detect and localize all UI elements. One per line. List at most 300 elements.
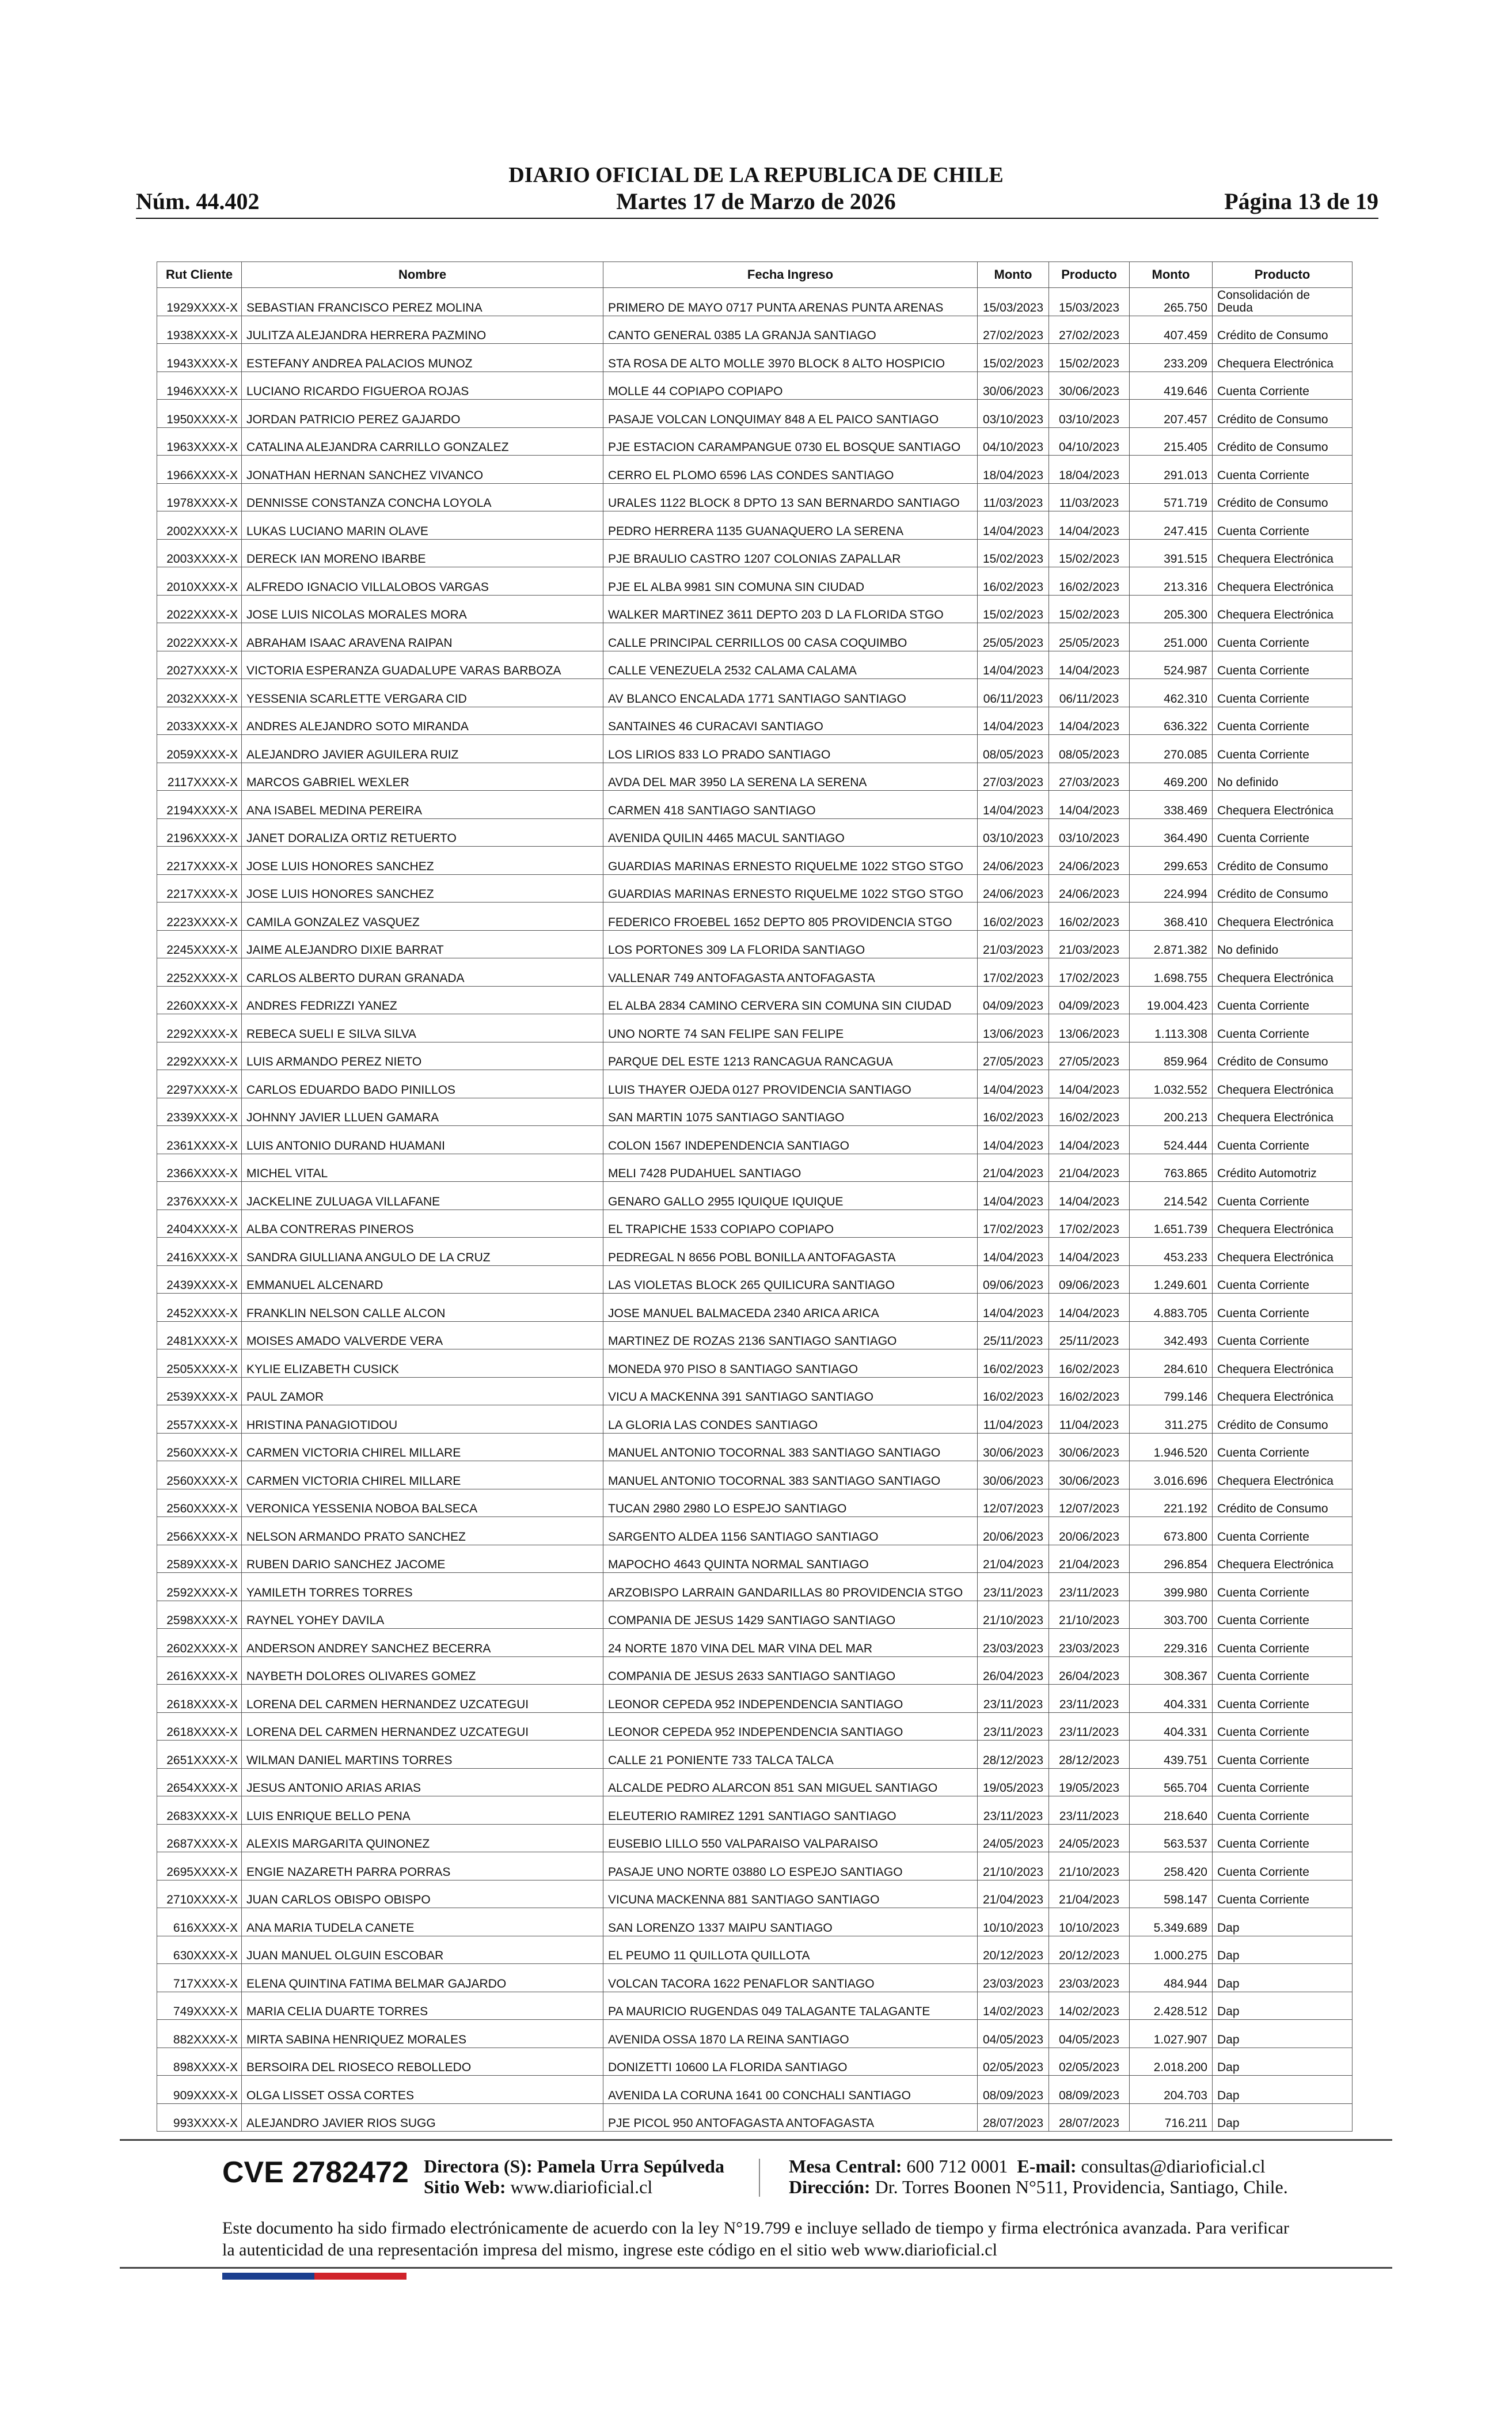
table-row	[157, 371, 1353, 400]
fecha-cell: 25/11/2023	[978, 1321, 1049, 1349]
nombre-cell: LUIS ANTONIO DURAND HUAMANI	[242, 1126, 603, 1154]
rut-cell: 993XXXX-X	[157, 2103, 242, 2132]
direccion-cell: LAS VIOLETAS BLOCK 265 QUILICURA SANTIAGO	[603, 1265, 978, 1294]
table-row	[157, 2076, 1353, 2104]
website-link[interactable]: www.diarioficial.cl	[510, 2177, 653, 2197]
nombre-cell: ANA ISABEL MEDINA PEREIRA	[242, 791, 603, 819]
nombre-cell: ANA MARIA TUDELA CANETE	[242, 1908, 603, 1936]
table-row	[157, 456, 1353, 484]
producto-cell: Crédito de Consumo	[1213, 400, 1353, 428]
nombre-cell: ESTEFANY ANDREA PALACIOS MUNOZ	[242, 344, 603, 372]
monto-cell: 1.946.520	[1130, 1433, 1213, 1461]
direccion-cell: LUIS THAYER OJEDA 0127 PROVIDENCIA SANTIAGO	[603, 1070, 978, 1098]
producto-cell: Cuenta Corriente	[1213, 1265, 1353, 1294]
fecha2-cell: 21/04/2023	[1049, 1880, 1130, 1908]
direccion-cell: STA ROSA DE ALTO MOLLE 3970 BLOCK 8 ALTO HOSPICIO	[603, 344, 978, 372]
fecha2-cell: 14/04/2023	[1049, 651, 1130, 679]
fecha-cell: 20/06/2023	[978, 1517, 1049, 1545]
fecha-cell: 14/04/2023	[978, 1294, 1049, 1322]
nombre-cell: FRANKLIN NELSON CALLE ALCON	[242, 1294, 603, 1322]
website-label: Sitio Web:	[424, 2177, 506, 2197]
rut-cell: 2196XXXX-X	[157, 818, 242, 847]
nombre-cell: LUIS ENRIQUE BELLO PENA	[242, 1796, 603, 1825]
direccion-cell: EL TRAPICHE 1533 COPIAPO COPIAPO	[603, 1210, 978, 1238]
direccion-cell: MANUEL ANTONIO TOCORNAL 383 SANTIAGO SANTIAGO	[603, 1461, 978, 1489]
fecha-cell: 14/04/2023	[978, 1238, 1049, 1266]
producto-cell: Chequera Electrónica	[1213, 1377, 1353, 1405]
table-row	[157, 1377, 1353, 1405]
rut-cell: 2297XXXX-X	[157, 1070, 242, 1098]
rut-cell: 2439XXXX-X	[157, 1265, 242, 1294]
producto-cell: Chequera Electrónica	[1213, 1545, 1353, 1573]
fecha2-cell: 23/03/2023	[1049, 1629, 1130, 1657]
direccion-cell: SANTAINES 46 CURACAVI SANTIAGO	[603, 707, 978, 735]
direccion-cell: GUARDIAS MARINAS ERNESTO RIQUELME 1022 STGO STGO	[603, 847, 978, 875]
direccion-cell: FEDERICO FROEBEL 1652 DEPTO 805 PROVIDENCIA STGO	[603, 903, 978, 931]
rut-cell: 2695XXXX-X	[157, 1852, 242, 1880]
nombre-cell: YAMILETH TORRES TORRES	[242, 1573, 603, 1601]
fecha2-cell: 14/04/2023	[1049, 707, 1130, 735]
rut-cell: 882XXXX-X	[157, 2020, 242, 2048]
fecha2-cell: 04/09/2023	[1049, 986, 1130, 1014]
fecha-cell: 30/06/2023	[978, 1461, 1049, 1489]
producto-cell: Consolidación de Deuda	[1213, 288, 1353, 316]
table-row	[157, 1545, 1353, 1573]
direccion-cell: ARZOBISPO LARRAIN GANDARILLAS 80 PROVIDENCIA STGO	[603, 1573, 978, 1601]
fecha-cell: 15/02/2023	[978, 595, 1049, 623]
table-row	[157, 679, 1353, 707]
fecha2-cell: 13/06/2023	[1049, 1014, 1130, 1042]
rut-cell: 616XXXX-X	[157, 1908, 242, 1936]
nombre-cell: JOSE LUIS HONORES SANCHEZ	[242, 874, 603, 903]
fecha2-cell: 16/02/2023	[1049, 1098, 1130, 1126]
rut-cell: 2592XXXX-X	[157, 1573, 242, 1601]
monto-cell: 1.000.275	[1130, 1936, 1213, 1964]
fecha-cell: 14/04/2023	[978, 1182, 1049, 1210]
monto-cell: 224.994	[1130, 874, 1213, 903]
contact-block	[789, 2156, 1288, 2197]
direccion-cell: PARQUE DEL ESTE 1213 RANCAGUA RANCAGUA	[603, 1042, 978, 1070]
footer-separator	[759, 2159, 760, 2197]
nombre-cell: JANET DORALIZA ORTIZ RETUERTO	[242, 818, 603, 847]
nombre-cell: VERONICA YESSENIA NOBOA BALSECA	[242, 1489, 603, 1517]
rut-cell: 2602XXXX-X	[157, 1629, 242, 1657]
monto-cell: 364.490	[1130, 818, 1213, 847]
fecha-cell: 27/03/2023	[978, 763, 1049, 791]
table-row	[157, 1014, 1353, 1042]
nombre-cell: ENGIE NAZARETH PARRA PORRAS	[242, 1852, 603, 1880]
col-header-monto-2: Monto	[1130, 262, 1213, 288]
fecha2-cell: 26/04/2023	[1049, 1656, 1130, 1685]
direccion-cell: CERRO EL PLOMO 6596 LAS CONDES SANTIAGO	[603, 456, 978, 484]
direccion-cell: URALES 1122 BLOCK 8 DPTO 13 SAN BERNARDO SANTIAGO	[603, 483, 978, 511]
table-row	[157, 651, 1353, 679]
fecha2-cell: 14/04/2023	[1049, 1126, 1130, 1154]
fecha-cell: 27/05/2023	[978, 1042, 1049, 1070]
fecha-cell: 21/10/2023	[978, 1852, 1049, 1880]
table-row	[157, 316, 1353, 344]
fecha2-cell: 21/03/2023	[1049, 930, 1130, 958]
table-row	[157, 1964, 1353, 1992]
producto-cell: Chequera Electrónica	[1213, 1238, 1353, 1266]
rut-cell: 2032XXXX-X	[157, 679, 242, 707]
fecha2-cell: 15/02/2023	[1049, 595, 1130, 623]
rut-cell: 2566XXXX-X	[157, 1517, 242, 1545]
fecha2-cell: 28/12/2023	[1049, 1741, 1130, 1769]
table-row	[157, 735, 1353, 763]
fecha-cell: 08/09/2023	[978, 2076, 1049, 2104]
fecha2-cell: 12/07/2023	[1049, 1489, 1130, 1517]
table-row	[157, 958, 1353, 987]
fecha2-cell: 21/04/2023	[1049, 1154, 1130, 1182]
fecha-cell: 11/03/2023	[978, 483, 1049, 511]
fecha2-cell: 14/04/2023	[1049, 1182, 1130, 1210]
fecha-cell: 26/04/2023	[978, 1656, 1049, 1685]
table-row	[157, 930, 1353, 958]
fecha2-cell: 27/02/2023	[1049, 316, 1130, 344]
producto-cell: Cuenta Corriente	[1213, 1573, 1353, 1601]
producto-cell: Chequera Electrónica	[1213, 539, 1353, 567]
nombre-cell: RUBEN DARIO SANCHEZ JACOME	[242, 1545, 603, 1573]
direccion-cell: ELEUTERIO RAMIREZ 1291 SANTIAGO SANTIAGO	[603, 1796, 978, 1825]
table-row	[157, 874, 1353, 903]
rut-cell: 2539XXXX-X	[157, 1377, 242, 1405]
rut-cell: 2033XXXX-X	[157, 707, 242, 735]
table-row	[157, 1461, 1353, 1489]
producto-cell: Cuenta Corriente	[1213, 1824, 1353, 1852]
rut-cell: 2010XXXX-X	[157, 567, 242, 596]
producto-cell: Cuenta Corriente	[1213, 1517, 1353, 1545]
fecha-cell: 28/07/2023	[978, 2103, 1049, 2132]
mesa-phone: 600 712 0001	[906, 2156, 1008, 2177]
producto-cell: Cuenta Corriente	[1213, 1433, 1353, 1461]
header-rule	[136, 218, 1378, 219]
direccion-cell: AVENIDA OSSA 1870 LA REINA SANTIAGO	[603, 2020, 978, 2048]
col-header-fecha-ingreso: Fecha Ingreso	[603, 262, 978, 288]
monto-cell: 462.310	[1130, 679, 1213, 707]
table-row	[157, 1573, 1353, 1601]
monto-cell: 399.980	[1130, 1573, 1213, 1601]
direccion-cell: MOLLE 44 COPIAPO COPIAPO	[603, 371, 978, 400]
nombre-cell: ANDERSON ANDREY SANCHEZ BECERRA	[242, 1629, 603, 1657]
nombre-cell: LUKAS LUCIANO MARIN OLAVE	[242, 511, 603, 540]
fecha2-cell: 04/05/2023	[1049, 2020, 1130, 2048]
producto-cell: Cuenta Corriente	[1213, 1852, 1353, 1880]
direccion-cell: PASAJE UNO NORTE 03880 LO ESPEJO SANTIAGO	[603, 1852, 978, 1880]
rut-cell: 2589XXXX-X	[157, 1545, 242, 1573]
rut-cell: 1950XXXX-X	[157, 400, 242, 428]
table-row	[157, 791, 1353, 819]
table-row	[157, 511, 1353, 540]
direccion-cell: GUARDIAS MARINAS ERNESTO RIQUELME 1022 STGO STGO	[603, 874, 978, 903]
rut-cell: 2022XXXX-X	[157, 595, 242, 623]
direccion-cell: LEONOR CEPEDA 952 INDEPENDENCIA SANTIAGO	[603, 1685, 978, 1713]
table-row	[157, 1796, 1353, 1825]
producto-cell: Dap	[1213, 1936, 1353, 1964]
monto-cell: 799.146	[1130, 1377, 1213, 1405]
fecha-cell: 16/02/2023	[978, 1377, 1049, 1405]
producto-cell: Chequera Electrónica	[1213, 1349, 1353, 1378]
nombre-cell: MIRTA SABINA HENRIQUEZ MORALES	[242, 2020, 603, 2048]
monto-cell: 214.542	[1130, 1182, 1213, 1210]
monto-cell: 270.085	[1130, 735, 1213, 763]
table-row	[157, 1042, 1353, 1070]
table-row	[157, 1601, 1353, 1629]
direccion-cell: LEONOR CEPEDA 952 INDEPENDENCIA SANTIAGO	[603, 1712, 978, 1741]
direccion-cell: MANUEL ANTONIO TOCORNAL 383 SANTIAGO SANTIAGO	[603, 1433, 978, 1461]
monto-cell: 233.209	[1130, 344, 1213, 372]
direccion-cell: VICU A MACKENNA 391 SANTIAGO SANTIAGO	[603, 1377, 978, 1405]
direccion-cell: COMPANIA DE JESUS 2633 SANTIAGO SANTIAGO	[603, 1656, 978, 1685]
producto-cell: Cuenta Corriente	[1213, 735, 1353, 763]
producto-cell: Cuenta Corriente	[1213, 1321, 1353, 1349]
nombre-cell: ALEJANDRO JAVIER AGUILERA RUIZ	[242, 735, 603, 763]
rut-cell: 2217XXXX-X	[157, 874, 242, 903]
fecha2-cell: 23/11/2023	[1049, 1712, 1130, 1741]
fecha2-cell: 27/05/2023	[1049, 1042, 1130, 1070]
monto-cell: 439.751	[1130, 1741, 1213, 1769]
direccion-cell: PEDRO HERRERA 1135 GUANAQUERO LA SERENA	[603, 511, 978, 540]
rut-cell: 2003XXXX-X	[157, 539, 242, 567]
fecha-cell: 09/06/2023	[978, 1265, 1049, 1294]
direccion-cell: MONEDA 970 PISO 8 SANTIAGO SANTIAGO	[603, 1349, 978, 1378]
table-row	[157, 1908, 1353, 1936]
direccion-cell: SAN MARTIN 1075 SANTIAGO SANTIAGO	[603, 1098, 978, 1126]
nombre-cell: CARMEN VICTORIA CHIREL MILLARE	[242, 1461, 603, 1489]
fecha2-cell: 16/02/2023	[1049, 1377, 1130, 1405]
nombre-cell: OLGA LISSET OSSA CORTES	[242, 2076, 603, 2104]
fecha2-cell: 23/11/2023	[1049, 1796, 1130, 1825]
producto-cell: Crédito de Consumo	[1213, 427, 1353, 456]
fecha2-cell: 18/04/2023	[1049, 456, 1130, 484]
direccion-cell: VOLCAN TACORA 1622 PENAFLOR SANTIAGO	[603, 1964, 978, 1992]
producto-cell: Cuenta Corriente	[1213, 1656, 1353, 1685]
nombre-cell: SANDRA GIULLIANA ANGULO DE LA CRUZ	[242, 1238, 603, 1266]
nombre-cell: YESSENIA SCARLETTE VERGARA CID	[242, 679, 603, 707]
nombre-cell: CAMILA GONZALEZ VASQUEZ	[242, 903, 603, 931]
page-indicator: Página 13 de 19	[1224, 188, 1378, 214]
col-header-producto: Producto	[1049, 262, 1130, 288]
direccion-cell: LOS LIRIOS 833 LO PRADO SANTIAGO	[603, 735, 978, 763]
direccion-cell: AVENIDA QUILIN 4465 MACUL SANTIAGO	[603, 818, 978, 847]
monto-cell: 571.719	[1130, 483, 1213, 511]
producto-cell: Dap	[1213, 1964, 1353, 1992]
rut-cell: 909XXXX-X	[157, 2076, 242, 2104]
monto-cell: 311.275	[1130, 1405, 1213, 1434]
fecha2-cell: 16/02/2023	[1049, 903, 1130, 931]
producto-cell: Cuenta Corriente	[1213, 1685, 1353, 1713]
nombre-cell: MARIA CELIA DUARTE TORRES	[242, 1992, 603, 2020]
producto-cell: Cuenta Corriente	[1213, 986, 1353, 1014]
table-row	[157, 1685, 1353, 1713]
nombre-cell: ANDRES ALEJANDRO SOTO MIRANDA	[242, 707, 603, 735]
table-row	[157, 1768, 1353, 1796]
monto-cell: 265.750	[1130, 288, 1213, 316]
fecha-cell: 14/04/2023	[978, 511, 1049, 540]
nombre-cell: RAYNEL YOHEY DAVILA	[242, 1601, 603, 1629]
rut-cell: 2002XXXX-X	[157, 511, 242, 540]
producto-cell: Chequera Electrónica	[1213, 567, 1353, 596]
col-header-nombre: Nombre	[242, 262, 603, 288]
table-row	[157, 595, 1353, 623]
direccion-cell: PJE PICOL 950 ANTOFAGASTA ANTOFAGASTA	[603, 2103, 978, 2132]
monto-cell: 407.459	[1130, 316, 1213, 344]
nombre-cell: DENNISSE CONSTANZA CONCHA LOYOLA	[242, 483, 603, 511]
fecha-cell: 17/02/2023	[978, 958, 1049, 987]
fecha-cell: 11/04/2023	[978, 1405, 1049, 1434]
fecha-cell: 23/11/2023	[978, 1712, 1049, 1741]
table-row	[157, 1433, 1353, 1461]
footer-rule-top	[120, 2139, 1392, 2141]
nombre-cell: EMMANUEL ALCENARD	[242, 1265, 603, 1294]
table-row	[157, 1405, 1353, 1434]
direccion-cell: PJE EL ALBA 9981 SIN COMUNA SIN CIUDAD	[603, 567, 978, 596]
fecha2-cell: 14/04/2023	[1049, 511, 1130, 540]
fecha-cell: 16/02/2023	[978, 1349, 1049, 1378]
direccion-cell: PASAJE VOLCAN LONQUIMAY 848 A EL PAICO SANTIAGO	[603, 400, 978, 428]
nombre-cell: MICHEL VITAL	[242, 1154, 603, 1182]
fecha-cell: 10/10/2023	[978, 1908, 1049, 1936]
producto-cell: Cuenta Corriente	[1213, 1768, 1353, 1796]
nombre-cell: ANDRES FEDRIZZI YANEZ	[242, 986, 603, 1014]
table-row	[157, 1629, 1353, 1657]
table-row	[157, 1656, 1353, 1685]
monto-cell: 291.013	[1130, 456, 1213, 484]
fecha-cell: 03/10/2023	[978, 400, 1049, 428]
nombre-cell: JOHNNY JAVIER LLUEN GAMARA	[242, 1098, 603, 1126]
nombre-cell: ABRAHAM ISAAC ARAVENA RAIPAN	[242, 623, 603, 651]
rut-cell: 2710XXXX-X	[157, 1880, 242, 1908]
fecha2-cell: 14/04/2023	[1049, 1238, 1130, 1266]
direccion-cell: COMPANIA DE JESUS 1429 SANTIAGO SANTIAGO	[603, 1601, 978, 1629]
rut-cell: 2560XXXX-X	[157, 1433, 242, 1461]
fecha2-cell: 09/06/2023	[1049, 1265, 1130, 1294]
nombre-cell: CARLOS ALBERTO DURAN GRANADA	[242, 958, 603, 987]
monto-cell: 716.211	[1130, 2103, 1213, 2132]
monto-cell: 218.640	[1130, 1796, 1213, 1825]
flag-stripe-red	[314, 2273, 407, 2280]
producto-cell: Cuenta Corriente	[1213, 707, 1353, 735]
monto-cell: 296.854	[1130, 1545, 1213, 1573]
fecha-cell: 21/04/2023	[978, 1880, 1049, 1908]
fecha-cell: 15/02/2023	[978, 344, 1049, 372]
direccion-cell: MELI 7428 PUDAHUEL SANTIAGO	[603, 1154, 978, 1182]
rut-cell: 2616XXXX-X	[157, 1656, 242, 1685]
fecha-cell: 13/06/2023	[978, 1014, 1049, 1042]
fecha-cell: 04/05/2023	[978, 2020, 1049, 2048]
rut-cell: 2452XXXX-X	[157, 1294, 242, 1322]
rut-cell: 1938XXXX-X	[157, 316, 242, 344]
monto-cell: 1.249.601	[1130, 1265, 1213, 1294]
producto-cell: Chequera Electrónica	[1213, 1210, 1353, 1238]
direccion-cell: LA GLORIA LAS CONDES SANTIAGO	[603, 1405, 978, 1434]
producto-cell: Crédito de Consumo	[1213, 1489, 1353, 1517]
direccion-cell: EUSEBIO LILLO 550 VALPARAISO VALPARAISO	[603, 1824, 978, 1852]
nombre-cell: VICTORIA ESPERANZA GUADALUPE VARAS BARBOZA	[242, 651, 603, 679]
table-row	[157, 1265, 1353, 1294]
producto-cell: Cuenta Corriente	[1213, 1601, 1353, 1629]
table-row	[157, 1712, 1353, 1741]
fecha-cell: 25/05/2023	[978, 623, 1049, 651]
table-row	[157, 1517, 1353, 1545]
direccion-cell: SAN LORENZO 1337 MAIPU SANTIAGO	[603, 1908, 978, 1936]
fecha-cell: 03/10/2023	[978, 818, 1049, 847]
direccion-cell: UNO NORTE 74 SAN FELIPE SAN FELIPE	[603, 1014, 978, 1042]
table-row	[157, 847, 1353, 875]
monto-cell: 4.883.705	[1130, 1294, 1213, 1322]
producto-cell: Cuenta Corriente	[1213, 1741, 1353, 1769]
direccion-cell: ALCALDE PEDRO ALARCON 851 SAN MIGUEL SANTIAGO	[603, 1768, 978, 1796]
fecha2-cell: 30/06/2023	[1049, 1461, 1130, 1489]
table-header-row	[157, 262, 1353, 288]
monto-cell: 673.800	[1130, 1517, 1213, 1545]
direccion-cell: PEDREGAL N 8656 POBL BONILLA ANTOFAGASTA	[603, 1238, 978, 1266]
producto-cell: Cuenta Corriente	[1213, 456, 1353, 484]
rut-cell: 2217XXXX-X	[157, 847, 242, 875]
fecha2-cell: 15/03/2023	[1049, 288, 1130, 316]
nombre-cell: JUAN CARLOS OBISPO OBISPO	[242, 1880, 603, 1908]
fecha-cell: 21/10/2023	[978, 1601, 1049, 1629]
nombre-cell: JOSE LUIS HONORES SANCHEZ	[242, 847, 603, 875]
monto-cell: 2.428.512	[1130, 1992, 1213, 2020]
fecha2-cell: 03/10/2023	[1049, 400, 1130, 428]
fecha2-cell: 03/10/2023	[1049, 818, 1130, 847]
fecha-cell: 23/03/2023	[978, 1629, 1049, 1657]
monto-cell: 524.444	[1130, 1126, 1213, 1154]
fecha2-cell: 15/02/2023	[1049, 344, 1130, 372]
fecha-cell: 23/11/2023	[978, 1573, 1049, 1601]
monto-cell: 563.537	[1130, 1824, 1213, 1852]
nombre-cell: REBECA SUELI E SILVA SILVA	[242, 1014, 603, 1042]
nombre-cell: LUIS ARMANDO PEREZ NIETO	[242, 1042, 603, 1070]
nombre-cell: JONATHAN HERNAN SANCHEZ VIVANCO	[242, 456, 603, 484]
nombre-cell: WILMAN DANIEL MARTINS TORRES	[242, 1741, 603, 1769]
fecha2-cell: 15/02/2023	[1049, 539, 1130, 567]
producto-cell: Cuenta Corriente	[1213, 679, 1353, 707]
rut-cell: 2651XXXX-X	[157, 1741, 242, 1769]
direccion-cell: DONIZETTI 10600 LA FLORIDA SANTIAGO	[603, 2048, 978, 2076]
fecha2-cell: 21/10/2023	[1049, 1601, 1130, 1629]
rut-cell: 1943XXXX-X	[157, 344, 242, 372]
fecha-cell: 24/05/2023	[978, 1824, 1049, 1852]
producto-cell: Cuenta Corriente	[1213, 1294, 1353, 1322]
fecha2-cell: 30/06/2023	[1049, 371, 1130, 400]
nombre-cell: JULITZA ALEJANDRA HERRERA PAZMINO	[242, 316, 603, 344]
fecha-cell: 14/04/2023	[978, 1126, 1049, 1154]
monto-cell: 342.493	[1130, 1321, 1213, 1349]
table-row	[157, 623, 1353, 651]
monto-cell: 598.147	[1130, 1880, 1213, 1908]
direccion-cell: AVDA DEL MAR 3950 LA SERENA LA SERENA	[603, 763, 978, 791]
producto-cell: Cuenta Corriente	[1213, 371, 1353, 400]
rut-cell: 2560XXXX-X	[157, 1489, 242, 1517]
table-row	[157, 2103, 1353, 2132]
monto-cell: 859.964	[1130, 1042, 1213, 1070]
monto-cell: 213.316	[1130, 567, 1213, 596]
monto-cell: 636.322	[1130, 707, 1213, 735]
direccion-cell: VICUNA MACKENNA 881 SANTIAGO SANTIAGO	[603, 1880, 978, 1908]
table-row	[157, 1489, 1353, 1517]
monto-cell: 565.704	[1130, 1768, 1213, 1796]
monto-cell: 2.871.382	[1130, 930, 1213, 958]
email-link[interactable]: consultas@diarioficial.cl	[1081, 2156, 1266, 2177]
producto-cell: Cuenta Corriente	[1213, 1880, 1353, 1908]
table-row	[157, 288, 1353, 316]
table-row	[157, 1070, 1353, 1098]
rut-cell: 630XXXX-X	[157, 1936, 242, 1964]
nombre-cell: NELSON ARMANDO PRATO SANCHEZ	[242, 1517, 603, 1545]
rut-cell: 2292XXXX-X	[157, 1014, 242, 1042]
